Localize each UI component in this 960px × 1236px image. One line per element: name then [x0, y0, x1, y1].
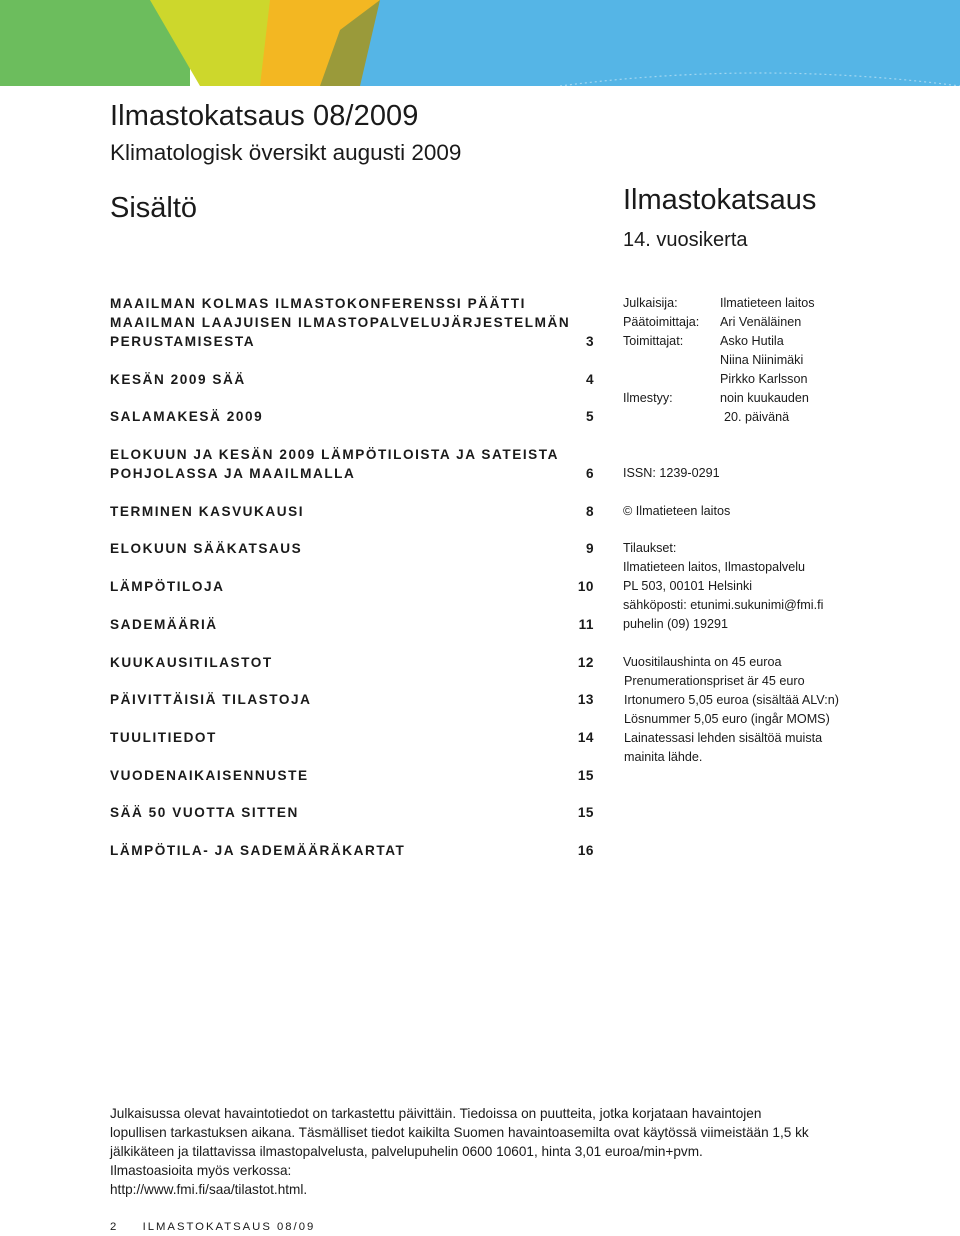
publication-volume: 14. vuosikerta — [623, 229, 748, 251]
editor-in-chief-label: Päätoimittaja: — [623, 315, 700, 329]
toc-page-number: 6 — [585, 466, 594, 481]
toc-entry[interactable]: POHJOLASSA JA MAAILMALLA 6 — [110, 466, 594, 481]
page-number: 2 — [110, 1221, 119, 1233]
editor-name: Asko Hutila — [720, 334, 784, 348]
orders-line: PL 503, 00101 Helsinki — [623, 579, 753, 593]
price-line: Prenumerationspriset är 45 euro — [624, 674, 805, 688]
contents-heading: Sisältö — [110, 192, 198, 224]
toc-page-number: 13 — [577, 692, 594, 707]
price-line: Lainatessasi lehden sisältöä muista — [624, 731, 823, 745]
toc-entry[interactable]: TUULITIEDOT 14 — [110, 730, 594, 745]
toc-page-number: 3 — [585, 334, 594, 349]
publisher-label: Julkaisija: — [623, 296, 678, 310]
orders-line: Ilmatieteen laitos, Ilmastopalvelu — [623, 560, 806, 574]
editor-name: Pirkko Karlsson — [720, 372, 808, 386]
toc-entry-line[interactable]: ELOKUUN JA KESÄN 2009 LÄMPÖTILOISTA JA SATEISTA — [110, 447, 559, 462]
editor-name: Niina Niinimäki — [720, 353, 804, 367]
toc-entry[interactable]: KESÄN 2009 SÄÄ 4 — [110, 372, 594, 387]
toc-page-number: 16 — [577, 843, 594, 858]
toc-entry[interactable]: PERUSTAMISESTA 3 — [110, 334, 594, 349]
toc-entry[interactable]: SÄÄ 50 VUOTTA SITTEN 15 — [110, 805, 594, 820]
data-disclaimer — [110, 1104, 830, 1199]
toc-page-number: 9 — [585, 541, 594, 556]
disclaimer-line: lopullisen tarkastuksen aikana. Täsmälliset tiedot kaikilta Suomen havaintoasemilta ovat käytössä viimeistään 1,5 kk — [110, 1125, 809, 1140]
price-line: Lösnummer 5,05 euro (ingår MOMS) — [624, 712, 830, 726]
orders-heading: Tilaukset: — [623, 541, 677, 555]
disclaimer-line: Julkaisussa olevat havaintotiedot on tarkastettu päivittäin. Tiedoissa on puutteita, jotka korjataan havaintojen — [110, 1106, 762, 1121]
orders-phone: puhelin (09) 19291 — [623, 617, 729, 631]
appears-value: noin kuukauden — [720, 391, 809, 405]
appears-label: Ilmestyy: — [623, 391, 673, 405]
toc-page-number: 14 — [577, 730, 594, 745]
editor-in-chief-value: Ari Venäläinen — [720, 315, 802, 329]
publisher-value: Ilmatieteen laitos — [720, 296, 815, 310]
disclaimer-line: jälkikäteen ja tilattavissa ilmastopalvelusta, palvelupuhelin 0600 10601, hinta 3,01 euroa/min+pvm. — [110, 1144, 703, 1159]
copyright-notice: © Ilmatieteen laitos — [623, 504, 731, 518]
page-subtitle: Klimatologisk översikt augusti 2009 — [110, 140, 462, 165]
running-title: ILMASTOKATSAUS 08/09 — [142, 1221, 316, 1233]
publication-name: Ilmastokatsaus — [623, 184, 817, 216]
editors-label: Toimittajat: — [623, 334, 684, 348]
toc-page-number: 11 — [578, 617, 594, 632]
toc-page-number: 4 — [585, 372, 594, 387]
toc-entry[interactable]: SALAMAKESÄ 2009 5 — [110, 409, 594, 424]
disclaimer-line: Ilmastoasioita myös verkossa: — [110, 1163, 292, 1178]
toc-entry[interactable]: SADEMÄÄRIÄ 11 — [110, 617, 594, 632]
appears-value: 20. päivänä — [724, 410, 790, 424]
banner-blue-stripe — [360, 0, 960, 86]
page-title: Ilmastokatsaus 08/2009 — [110, 100, 419, 132]
toc-entry[interactable]: ELOKUUN SÄÄKATSAUS 9 — [110, 541, 594, 556]
website-link[interactable]: http://www.fmi.fi/saa/tilastot.html. — [110, 1182, 308, 1197]
header-color-banner — [0, 0, 960, 86]
issn: ISSN: 1239-0291 — [623, 466, 720, 480]
toc-entry[interactable]: VUODENAIKAISENNUSTE 15 — [110, 768, 594, 783]
toc-page-number: 12 — [577, 655, 594, 670]
toc-page-number: 10 — [577, 579, 594, 594]
toc-entry-line[interactable]: MAAILMAN LAAJUISEN ILMASTOPALVELUJÄRJESTELMÄN — [110, 315, 571, 330]
orders-email[interactable]: sähköposti: etunimi.sukunimi@fmi.fi — [623, 598, 824, 612]
toc-entry-line[interactable]: MAAILMAN KOLMAS ILMASTOKONFERENSSI PÄÄTTI — [110, 296, 526, 311]
toc-entry[interactable]: LÄMPÖTILA- JA SADEMÄÄRÄKARTAT 16 — [110, 843, 594, 858]
price-line: Vuositilaushinta on 45 euroa — [623, 655, 782, 669]
price-line: Irtonumero 5,05 euroa (sisältää ALV:n) — [624, 693, 839, 707]
toc-entry[interactable]: KUUKAUSITILASTOT 12 — [110, 655, 594, 670]
toc-page-number: 8 — [585, 504, 594, 519]
toc-entry[interactable]: TERMINEN KASVUKAUSI 8 — [110, 504, 594, 519]
toc-entry[interactable]: PÄIVITTÄISIÄ TILASTOJA 13 — [110, 692, 594, 707]
toc-entry[interactable]: LÄMPÖTILOJA 10 — [110, 579, 594, 594]
price-line: mainita lähde. — [624, 750, 703, 764]
toc-page-number: 15 — [577, 805, 594, 820]
toc-page-number: 15 — [577, 768, 594, 783]
page-footer — [110, 1221, 315, 1233]
toc-page-number: 5 — [585, 409, 594, 424]
